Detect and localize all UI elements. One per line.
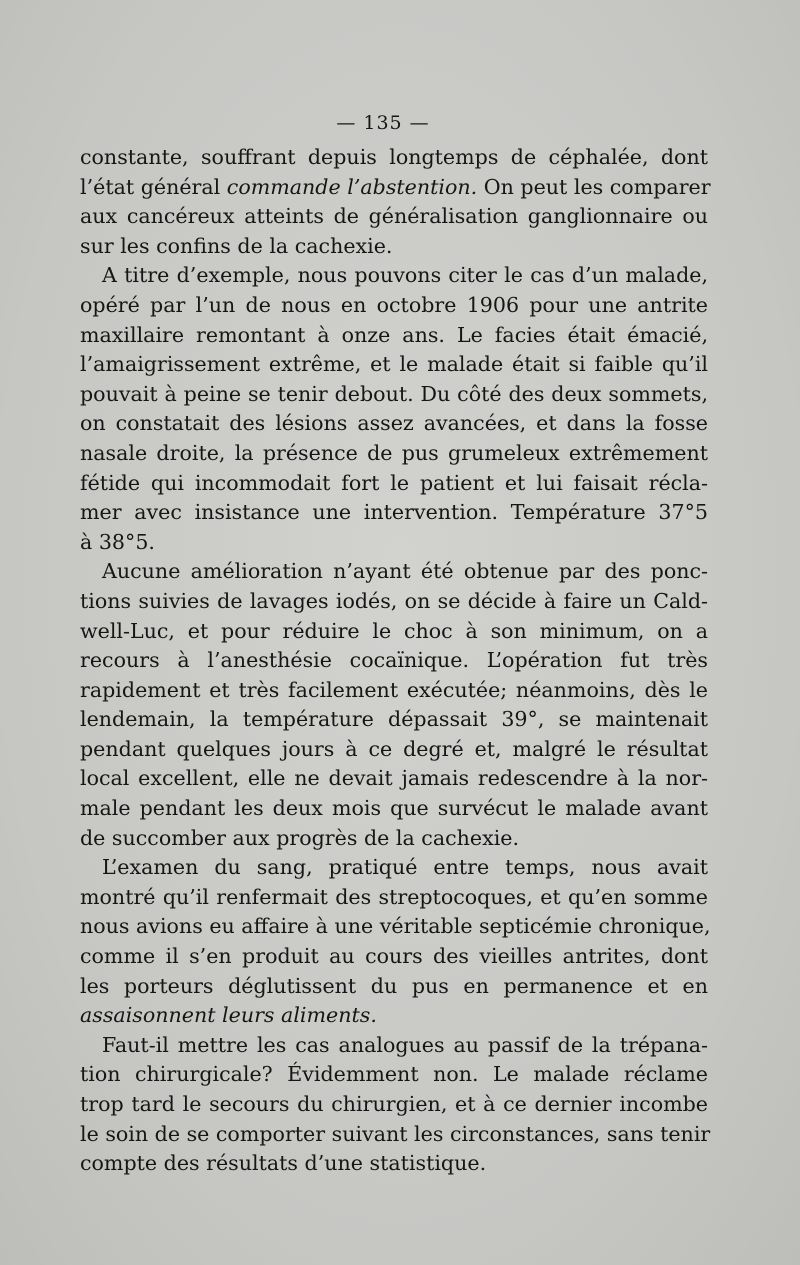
text-line: L’examen du sang, pratiqué entre temps, nous avait: [102, 855, 708, 880]
text-line: Faut-il mettre les cas analogues au passif de la trépana-: [102, 1032, 708, 1057]
text-line: well-Luc, et pour réduire le choc à son minimum, on a: [80, 618, 708, 643]
text-line: recours à l’anesthésie cocaïnique. L’opération fut très: [80, 648, 708, 673]
text-line: à 38°5.: [80, 529, 155, 554]
paragraph: [80, 853, 711, 1031]
text-line: aux cancéreux atteints de généralisation ganglionnaire ou: [80, 204, 708, 229]
paragraph: [80, 557, 708, 853]
text-line: montré qu’il renfermait des streptocoques, et qu’en somme: [80, 884, 708, 909]
text-line: on constatait des lésions assez avancées, et dans la fosse: [80, 411, 708, 436]
text-line: lendemain, la température dépassait 39°, se maintenait: [80, 707, 708, 732]
text-line: l’état général commande l’abstention. On peut les comparer: [80, 174, 711, 199]
text-line: rapidement et très facilement exécutée; néanmoins, dès le: [80, 677, 708, 702]
text-line: le soin de se comporter suivant les circonstances, sans tenir: [80, 1121, 711, 1146]
paragraph: [80, 143, 711, 261]
italic-text: commande l’abstention.: [226, 174, 478, 199]
page-number: — 135 —: [336, 112, 430, 134]
text-line: comme il s’en produit au cours des vieilles antrites, dont: [80, 944, 708, 969]
text-line: pouvait à peine se tenir debout. Du côté des deux sommets,: [80, 381, 708, 406]
text-line: opéré par l’un de nous en octobre 1906 pour une antrite: [80, 292, 708, 317]
text-line: l’amaigrissement extrême, et le malade était si faible qu’il: [80, 352, 708, 377]
text-line: tion chirurgicale? Évidemment non. Le malade réclame: [80, 1062, 708, 1087]
text-line: mer avec insistance une intervention. Température 37°5: [80, 500, 708, 525]
text-line: Aucune amélioration n’ayant été obtenue par des ponc-: [102, 559, 708, 584]
text-line: les porteurs déglutissent du pus en permanence et en: [80, 973, 708, 998]
italic-text: assaisonnent leurs aliments.: [80, 1003, 377, 1028]
text-line: fétide qui incommodait fort le patient et lui faisait récla-: [80, 470, 708, 495]
text-line: compte des résultats d’une statistique.: [80, 1151, 487, 1176]
text-line: [80, 1001, 708, 1031]
text-line: male pendant les deux mois que survécut le malade avant: [80, 796, 708, 821]
text-line: tions suivies de lavages iodés, on se décide à faire un Cald-: [80, 588, 708, 613]
paragraph: [80, 1031, 711, 1179]
text-line: de succomber aux progrès de la cachexie.: [80, 825, 520, 850]
text-line: A titre d’exemple, nous pouvons citer le cas d’un malade,: [102, 263, 708, 288]
text-line: trop tard le secours du chirurgien, et à ce dernier incombe: [80, 1092, 708, 1116]
text-line: nous avions eu affaire à une véritable septicémie chronique,: [80, 914, 711, 939]
text-line: pendant quelques jours à ce degré et, malgré le résultat: [80, 736, 708, 761]
text-line: local excellent, elle ne devait jamais redescendre à la nor-: [80, 766, 708, 791]
text-line: maxillaire remontant à onze ans. Le facies était émacié,: [80, 322, 708, 347]
body-text: [80, 143, 711, 1179]
paragraph: [80, 261, 708, 557]
text-line: sur les confins de la cachexie.: [80, 233, 393, 258]
text-line: constante, souffrant depuis longtemps de céphalée, dont: [80, 145, 708, 169]
text-line: nasale droite, la présence de pus grumeleux extrêmement: [80, 440, 708, 465]
